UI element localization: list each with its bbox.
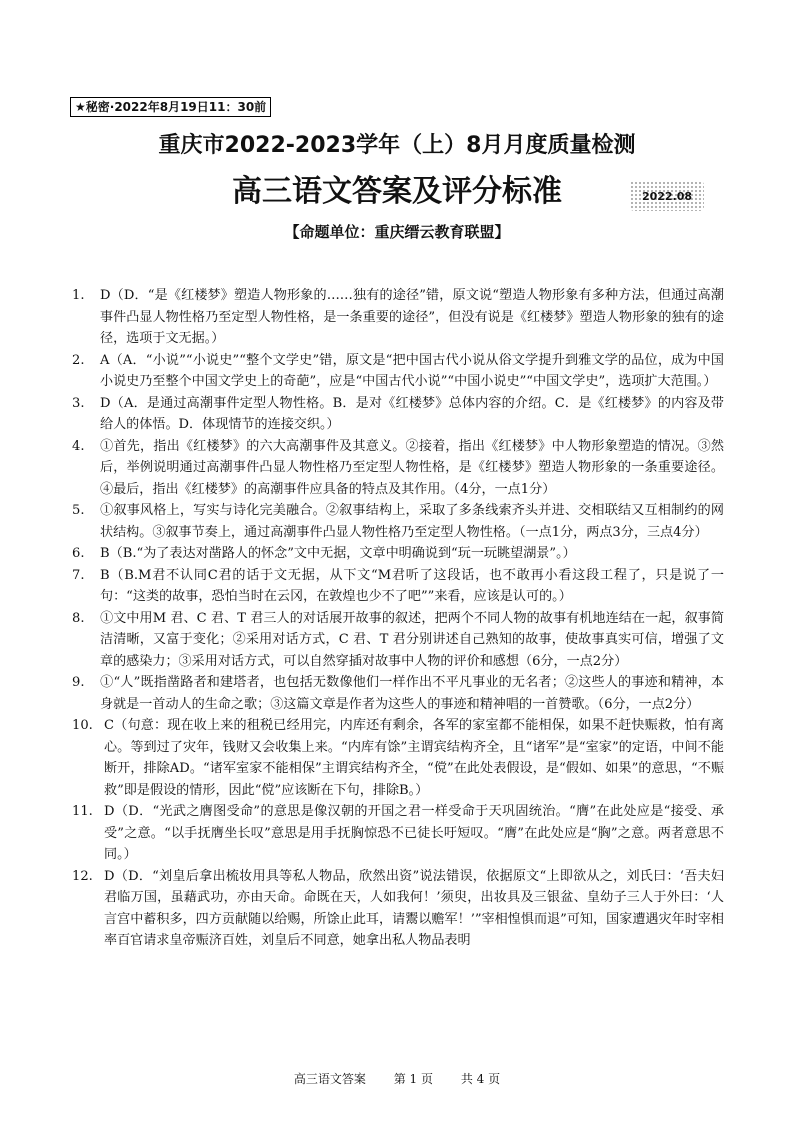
answer-text: ①文中用M 君、C 君、T 君三人的对话展开故事的叙述，把两个不同人物的故事有机地连结在一起，叙事简洁清晰，又富于变化；②采用对话方式，C 君、T 君分别讲述自己熟知的故事，使故事真实可信，增强了文章的感染力；③采用对话方式，可以自然穿插对故事中人物的评价和感想（6分，一点2分） [100,610,724,669]
answer-number: 10. [72,718,93,733]
answer-item [72,436,724,501]
answer-text: C（句意：现在收上来的租税已经用完，内库还有剩余，各军的家室都不能相保，如果不赶快赈救，怕有离心。等到过了灾年，钱财又会收集上来。“内库有馀”主谓宾结构齐全，且“诸军”是“室家”的定语，中间不能断开，排除AD。“诸军室家不能相保”主谓宾结构齐全，“傥”在此处表假设，是“假如、如果”的意思，“不赈救”即是假设的情形，因此“傥”应该断在下句，排除B。） [104,718,724,798]
answer-number: 11. [72,804,93,819]
answer-text: B（B.M君不认同C君的话于文无据，从下文“M君听了这段话，也不敢再小看这段工程了，只是说了一句：“这类的故事，恐怕当时在云冈，在敦煌也少不了吧””来看，应该是认可的。） [100,567,724,604]
answer-item [72,543,724,565]
footer-total-pages: 共 4 页 [460,1072,501,1086]
confidential-label: ★秘密·2022年8月19日11：30前 [70,97,271,117]
answer-text: ①叙事风格上，写实与诗化完美融合。②叙事结构上，采取了多条线索齐头并进、交相联结又互相制约的网状结构。③叙事节奏上，通过高潮事件凸显人物性格乃至定型人物性格。（一点1分，两点3分，三点4分） [100,503,724,540]
answer-number: 9. [72,675,85,690]
answer-text: D（A．是通过高潮事件定型人物性格。B．是对《红楼梦》总体内容的介绍。C．是《红楼梦》的内容及带给人的体悟。D．体现情节的连接交织。） [100,395,724,432]
answer-item [72,715,724,801]
exam-title: 重庆市2022-2023学年（上）8月月度质量检测 [158,133,636,158]
answer-number: 2. [72,352,85,368]
answer-text: D（D．“是《红楼梦》塑造人物形象的……独有的途径”错，原文说“塑造人物形象有多种方法，但通过高潮事件凸显人物性格乃至定型人物性格，是一条重要的途径”，但没有说是《红楼梦》塑造人物形象的独有的途径，选项于文无据。） [100,288,724,346]
answer-item [72,866,724,952]
answer-item [72,285,724,350]
answer-item [72,565,724,608]
answer-item [72,500,724,543]
answer-number: 12. [72,868,93,884]
answer-item [72,608,724,673]
answer-number: 1. [72,288,85,303]
answer-number: 8. [72,610,85,626]
footer-doc-name: 高三语文答案 [293,1072,366,1086]
answer-item [72,393,724,436]
answer-number: 6. [72,546,85,561]
issuing-unit: 【命题单位：重庆缙云教育联盟】 [284,223,510,241]
answer-item [72,350,724,393]
answer-text: ①首先，指出《红楼梦》的六大高潮事件及其意义。②接着，指出《红楼梦》中人物形象塑造的情况。③然后，举例说明通过高潮事件凸显人物性格乃至定型人物性格，是《红楼梦》塑造人物形象的一条重要途径。④最后，指出《红楼梦》的高潮事件应具备的特点及其作用。（4分，一点1分） [100,438,724,497]
answer-text: ①“人”既指凿路者和建塔者，也包括无数像他们一样作出不平凡事业的无名者；②这些人的事迹和精神，本身就是一首动人的生命之歌；③这篇文章是作者为这些人的事迹和精神唱的一首赞歌。（6分，一点2分） [100,675,724,712]
answer-item [72,672,724,715]
document-title: 高三语文答案及评分标准 [232,174,562,209]
page-footer [0,1070,794,1087]
answer-text: D（D．“光武之膺图受命”的意思是像汉朝的开国之君一样受命于天巩固统治。“膺”在此处应是“接受、承受”之意。“以手抚膺坐长叹”意思是用手抚胸惊恐不已徒长吁短叹。“膺”在此处应是“胸”之意。两者意思不同。） [104,804,724,862]
date-badge: 2022.08 [630,181,704,211]
answer-list [72,285,724,952]
answer-number: 5. [72,503,85,518]
answer-text: B（B.“为了表达对凿路人的怀念”文中无据，文章中明确说到“玩一玩眺望湖景”。） [100,546,576,561]
answer-item [72,801,724,866]
answer-number: 7. [72,567,85,583]
footer-page-number: 第 1 页 [393,1072,433,1086]
answer-text: D（D．“刘皇后拿出梳妆用具等私人物品，欣然出资”说法错误，依据原文“上即欲从之，刘氏曰：‘吾夫妇君临万国，虽藉武功，亦由天命。命既在天，人如我何！’须臾，出妆具及三银盆、皇幼子三人于外曰：‘人言宫中蓄积多，四方贡献随以给赐，所馀止此耳，请鬻以赡军！’”宰相惶惧而退”可知，国家遭遇灾年时宰相率百官请求皇帝赈济百姓，刘皇后不同意，她拿出私人物品表明 [104,868,724,948]
answer-number: 4. [72,438,85,454]
answer-number: 3. [72,395,85,411]
answer-text: A（A．“小说”“小说史”“整个文学史”错，原文是“把中国古代小说从俗文学提升到雅文学的品位，成为中国小说史乃至整个中国文学史上的奇葩”，应是“中国古代小说”“中国小说史”“中国文学史”，选项扩大范围。） [100,352,724,389]
